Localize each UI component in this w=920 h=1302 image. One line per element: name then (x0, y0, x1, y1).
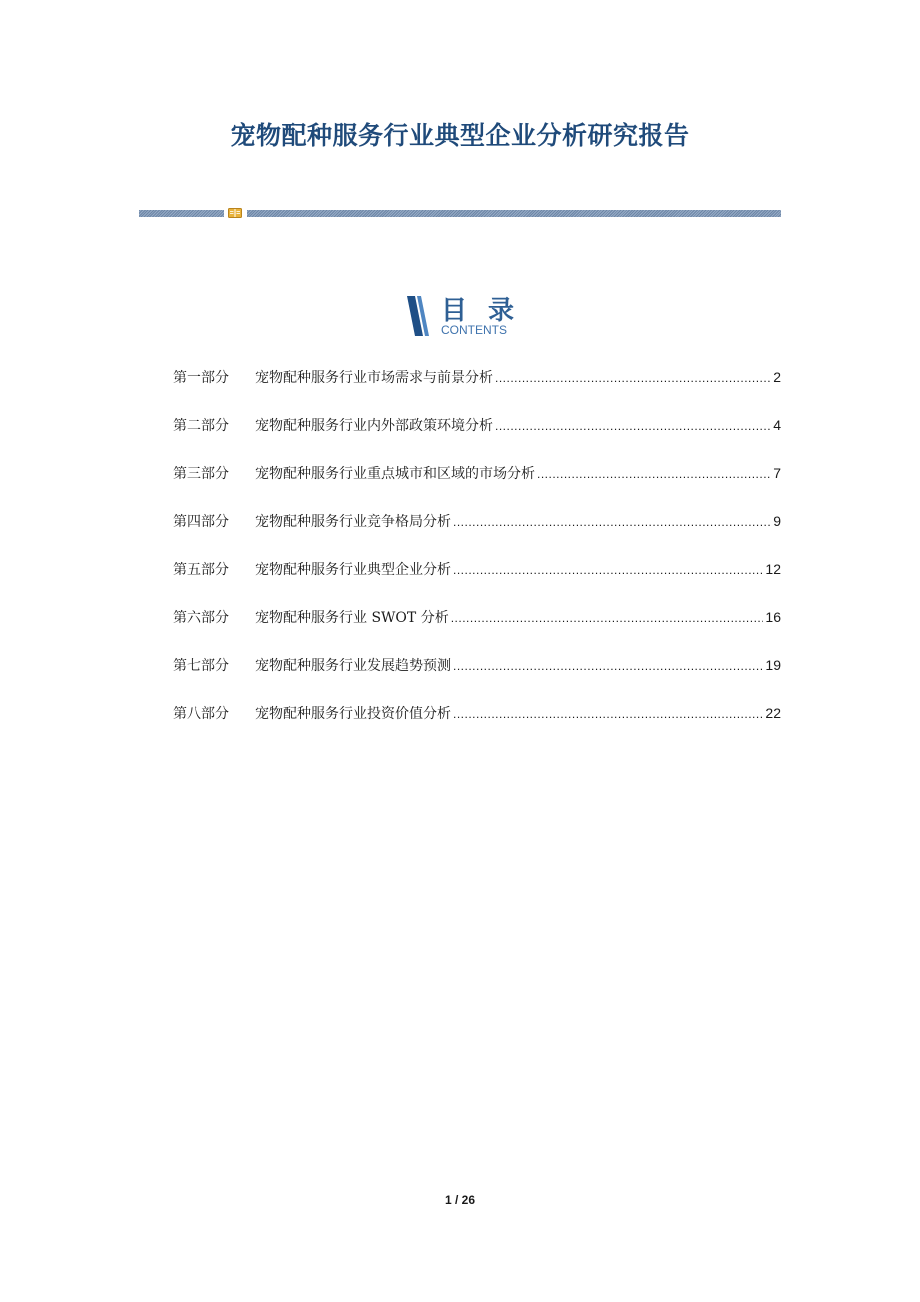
bookmark-stripe-icon (405, 294, 431, 338)
toc-entry-part: 第一部分 (173, 370, 229, 386)
toc-entry-page: 19 (765, 657, 781, 673)
toc-entry-part: 第三部分 (173, 466, 229, 482)
toc-entry-title: 宠物配种服务行业投资价值分析 (255, 706, 451, 722)
toc-leader-dots (453, 703, 763, 725)
toc-entry-title: 宠物配种服务行业发展趋势预测 (255, 658, 451, 674)
toc-entry-page: 16 (765, 609, 781, 625)
toc-leader-dots (537, 463, 771, 485)
divider-bar-left (139, 210, 224, 217)
toc-entry-part: 第七部分 (173, 658, 229, 674)
toc-entry-part: 第二部分 (173, 418, 229, 434)
toc-leader-dots (495, 415, 771, 437)
toc-entry-part: 第四部分 (173, 514, 229, 530)
toc-entry[interactable] (173, 702, 781, 750)
toc-entry-part: 第五部分 (173, 562, 229, 578)
toc-entry-page: 22 (765, 705, 781, 721)
toc-entry[interactable] (173, 366, 781, 414)
toc-entry-page: 9 (773, 513, 781, 529)
toc-entry-title: 宠物配种服务行业竞争格局分析 (255, 514, 451, 530)
toc-entry-title: 宠物配种服务行业内外部政策环境分析 (255, 418, 493, 434)
toc-entry-title: 宠物配种服务行业市场需求与前景分析 (255, 370, 493, 386)
divider-bar-right (247, 210, 781, 217)
toc-entry-page: 4 (773, 417, 781, 433)
document-title: 宠物配种服务行业典型企业分析研究报告 (230, 121, 690, 150)
book-icon (228, 208, 242, 218)
toc-entry[interactable] (173, 558, 781, 606)
toc-entry-title: 宠物配种服务行业典型企业分析 (255, 562, 451, 578)
toc-heading-text: 目 录 (441, 296, 521, 326)
table-of-contents (173, 366, 781, 750)
toc-entry[interactable] (173, 606, 781, 654)
toc-heading (405, 292, 525, 340)
toc-leader-dots (453, 511, 771, 533)
toc-entry-page: 12 (765, 561, 781, 577)
toc-entry[interactable] (173, 414, 781, 462)
toc-leader-dots (453, 655, 763, 677)
toc-leader-dots (451, 607, 764, 629)
toc-entry[interactable] (173, 654, 781, 702)
toc-entry-part: 第六部分 (173, 610, 229, 626)
toc-leader-dots (453, 559, 763, 581)
page-number: 1 / 26 (444, 1193, 476, 1207)
toc-entry[interactable] (173, 462, 781, 510)
toc-entry[interactable] (173, 510, 781, 558)
toc-subheading: CONTENTS (441, 323, 507, 337)
title-divider (139, 208, 781, 218)
toc-entry-title: 宠物配种服务行业重点城市和区域的市场分析 (255, 466, 535, 482)
toc-entry-part: 第八部分 (173, 706, 229, 722)
toc-entry-page: 7 (773, 465, 781, 481)
toc-entry-title: 宠物配种服务行业 SWOT 分析 (255, 610, 449, 626)
toc-leader-dots (495, 367, 771, 389)
toc-entry-page: 2 (773, 369, 781, 385)
